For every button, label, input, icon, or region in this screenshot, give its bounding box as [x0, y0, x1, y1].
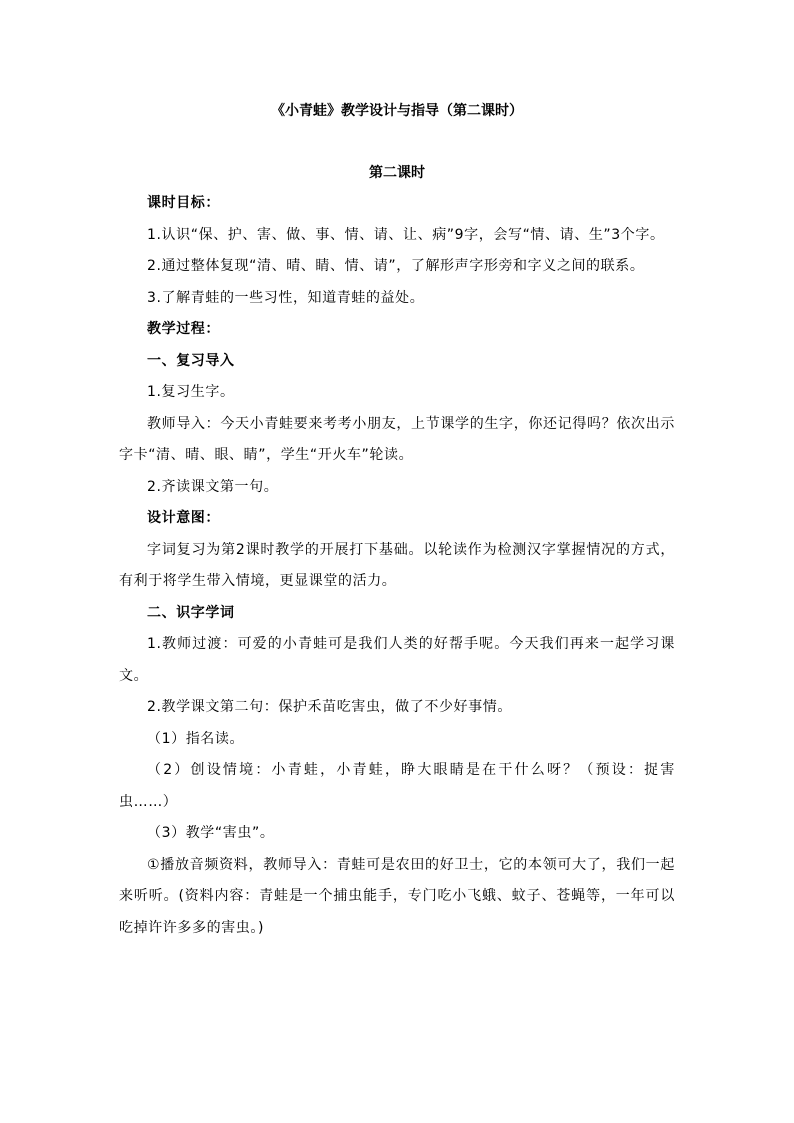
- paragraph: ①播放音频资料，教师导入：青蛙可是农田的好卫士，它的本领可大了，我们一起来听听。(资料内容：青蛙是一个捕虫能手，专门吃小飞蛾、蚊子、苍蝇等，一年可以吃掉许许多多的害虫。): [119, 856, 675, 936]
- paragraph: （3）教学“害虫”。: [147, 825, 275, 841]
- paragraph: 教学过程：: [147, 321, 220, 337]
- paragraph: 1.教师过渡：可爱的小青蛙可是我们人类的好帮手呢。今天我们再来一起学习课文。: [119, 636, 675, 684]
- lesson-heading: 第二课时: [369, 165, 425, 181]
- paragraph: 字词复习为第2课时教学的开展打下基础。以轮读作为检测汉字掌握情况的方式，有利于将学生带入情境，更显课堂的活力。: [119, 541, 675, 589]
- paragraph: 教师导入：今天小青蛙要来考考小朋友，上节课学的生字，你还记得吗？依次出示字卡“清、晴、眼、睛”，学生“开火车”轮读。: [119, 415, 675, 463]
- paragraph: （2）创设情境：小青蛙，小青蛙，睁大眼睛是在干什么呀？（预设：捉害虫……）: [119, 762, 675, 810]
- paragraph: 2.齐读课文第一句。: [147, 478, 279, 495]
- paragraph: 二、识字学词: [147, 604, 235, 621]
- paragraph: 设计意图：: [147, 510, 220, 526]
- paragraph: 课时目标：: [147, 195, 220, 211]
- document-body: [119, 188, 675, 944]
- paragraph: 2.通过整体复现“清、晴、睛、情、请”，了解形声字形旁和字义之间的联系。: [147, 258, 645, 274]
- paragraph: 1.复习生字。: [147, 384, 235, 400]
- paragraph: 3.了解青蛙的一些习性，知道青蛙的益处。: [147, 289, 425, 306]
- paragraph: （1）指名读。: [147, 730, 245, 747]
- document-title: 《小青蛙》教学设计与指导（第二课时）: [271, 103, 523, 119]
- paragraph: 2.教学课文第二句：保护禾苗吃害虫，做了不少好事情。: [147, 699, 512, 715]
- document-page: [119, 96, 675, 944]
- paragraph: 1.认识“保、护、害、做、事、情、请、让、病”9字，会写“情、请、生”3个字。: [147, 226, 665, 243]
- paragraph: 一、复习导入: [147, 352, 235, 369]
